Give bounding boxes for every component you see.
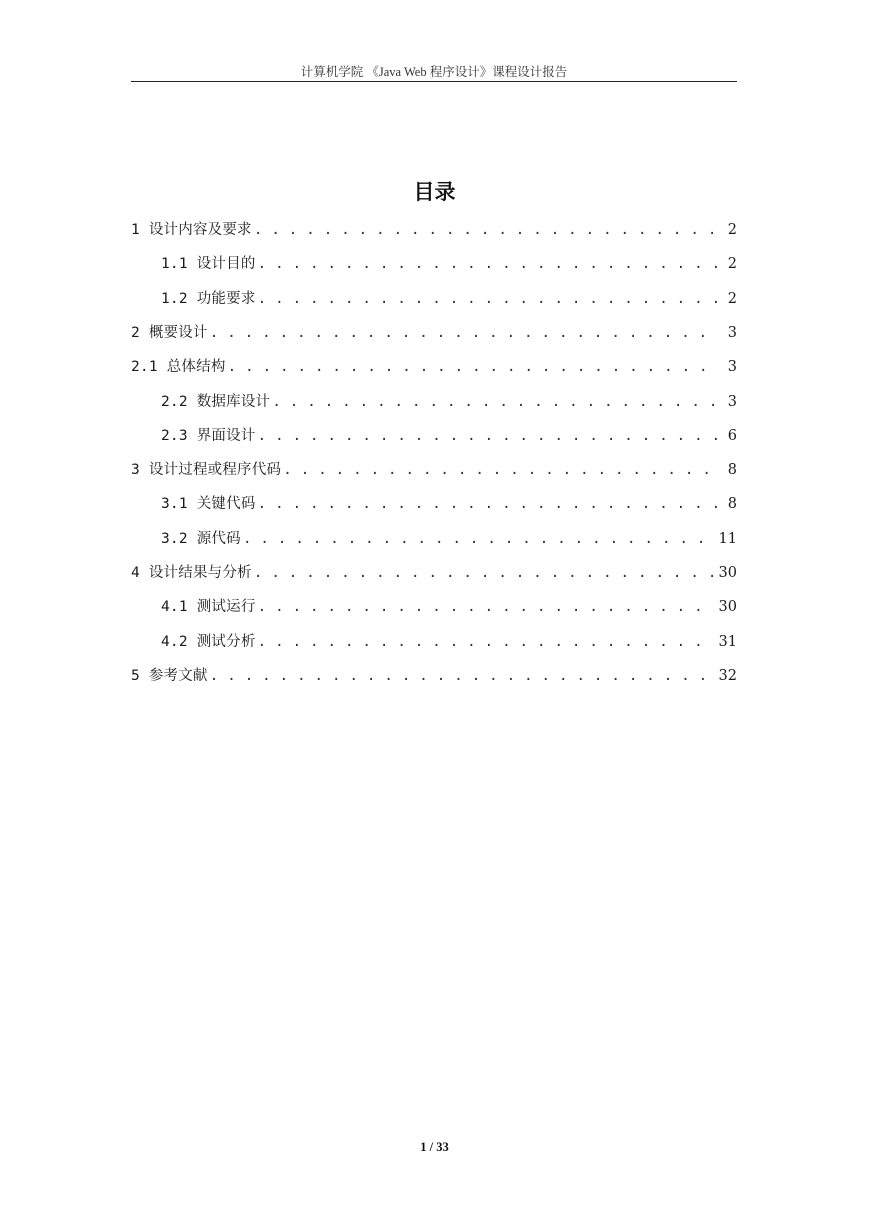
toc-entry-page: 31 xyxy=(718,633,737,650)
toc-entry-label: 1.1 设计目的 xyxy=(161,256,256,273)
toc-entry[interactable] xyxy=(161,287,737,311)
toc-entry-label: 1.2 功能要求 xyxy=(161,290,256,307)
toc-entry-label: 2.1 总体结构 xyxy=(131,359,226,376)
toc-entry-label: 4.2 测试分析 xyxy=(161,633,256,650)
toc-leader-dots xyxy=(258,287,719,311)
toc-entry[interactable] xyxy=(161,252,737,276)
toc-entry-label: 4.1 测试运行 xyxy=(161,599,256,616)
toc-leader-dots xyxy=(210,664,715,688)
toc-entry[interactable] xyxy=(131,664,737,688)
toc-entry[interactable] xyxy=(131,355,737,379)
toc-leader-dots xyxy=(272,390,719,414)
toc-leader-dots xyxy=(243,527,715,551)
toc-leader-dots xyxy=(283,458,719,482)
toc-entry[interactable] xyxy=(131,321,737,345)
toc-entry-label: 2.2 数据库设计 xyxy=(161,393,271,410)
toc-entry-label: 3.2 源代码 xyxy=(161,530,241,547)
toc-leader-dots xyxy=(228,355,719,379)
toc-leader-dots xyxy=(210,321,719,345)
toc-entry-page: 6 xyxy=(727,427,737,444)
toc-entry-label: 5 参考文献 xyxy=(131,667,208,684)
toc-entry[interactable] xyxy=(131,561,737,585)
toc-entry[interactable] xyxy=(131,458,737,482)
toc-entry-page: 8 xyxy=(727,462,737,479)
toc-leader-dots xyxy=(258,630,715,654)
toc-entry-page: 30 xyxy=(718,565,737,581)
page-header: 计算机学院 《Java Web 程序设计》课程设计报告 xyxy=(300,65,568,79)
toc-entry-label: 2 概要设计 xyxy=(131,324,208,341)
toc-leader-dots xyxy=(254,218,719,242)
toc-entry-label: 3 设计过程或程序代码 xyxy=(131,462,282,479)
toc-entry-label: 4 设计结果与分析 xyxy=(131,565,252,581)
page-title: 目录 xyxy=(413,180,456,204)
toc-entry-page: 2 xyxy=(727,290,737,307)
toc-entry-label: 2.3 界面设计 xyxy=(161,427,256,444)
toc-entry-page: 3 xyxy=(727,324,737,341)
toc-entry[interactable] xyxy=(161,492,737,516)
page-number: 1 / 33 xyxy=(420,1140,449,1154)
toc-leader-dots xyxy=(258,252,719,276)
toc-entry-page: 2 xyxy=(727,222,737,238)
toc-entry-page: 8 xyxy=(727,496,737,513)
toc-entry-page: 11 xyxy=(718,530,737,547)
toc-entry-page: 3 xyxy=(727,393,737,410)
toc-entry-page: 2 xyxy=(727,256,737,273)
toc-leader-dots xyxy=(254,561,715,585)
toc-leader-dots xyxy=(258,595,715,619)
toc-entry-page: 3 xyxy=(727,359,737,376)
toc-leader-dots xyxy=(258,492,719,516)
toc-entry[interactable] xyxy=(131,218,737,242)
toc-entry[interactable] xyxy=(161,424,737,448)
toc-entry[interactable] xyxy=(161,527,737,551)
header-rule xyxy=(131,81,737,82)
toc-entry-label: 1 设计内容及要求 xyxy=(131,222,252,238)
toc-entry[interactable] xyxy=(161,630,737,654)
toc-entry-page: 32 xyxy=(718,667,737,684)
toc-entry-label: 3.1 关键代码 xyxy=(161,496,256,513)
toc-leader-dots xyxy=(258,424,719,448)
toc-entry[interactable] xyxy=(161,595,737,619)
toc-entry-page: 30 xyxy=(718,599,737,616)
toc-entry[interactable] xyxy=(161,390,737,414)
